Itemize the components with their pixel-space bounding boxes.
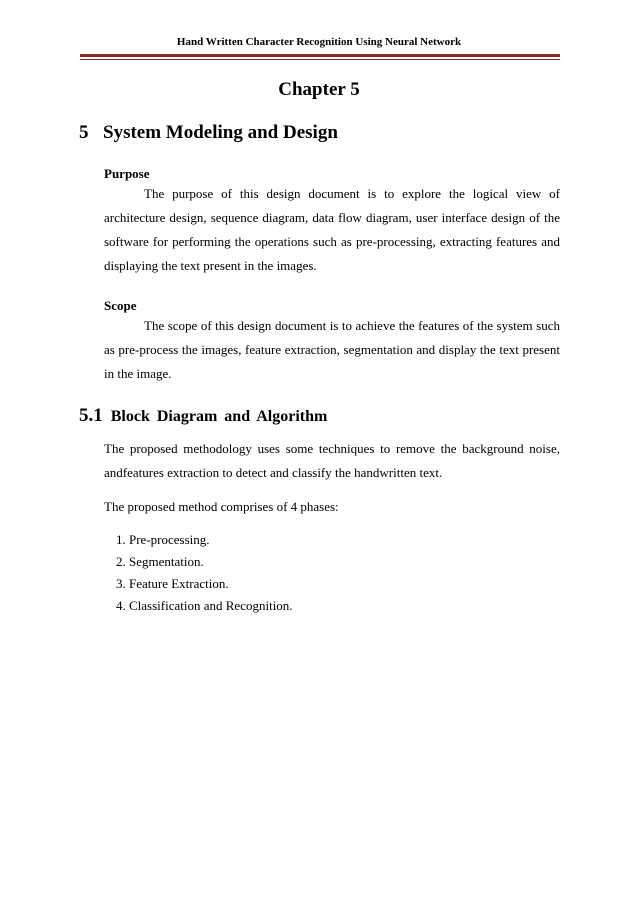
subsection-heading (79, 405, 327, 427)
section-title: System Modeling and Design (103, 122, 338, 143)
running-header: Hand Written Character Recognition Using Neural Network (176, 36, 462, 48)
header-rule (80, 54, 560, 57)
list-item: 3. Feature Extraction. (116, 576, 229, 591)
header-rule-thin (80, 59, 560, 60)
scope-heading: Scope (104, 298, 137, 313)
methodology-paragraph: The proposed methodology uses some techniques to remove the background noise, andfeatures extraction to detect and classify the handwritten text. (104, 441, 560, 480)
section-number: 5 (79, 122, 89, 143)
phase-list (116, 529, 293, 617)
chapter-title: Chapter 5 (278, 79, 360, 100)
scope-paragraph: The scope of this design document is to achieve the features of the system such as pre-process the images, feature extraction, segmentation and display the text present in the image. (104, 318, 560, 381)
list-item: 2. Segmentation. (116, 554, 204, 569)
subsection-number: 5.1 (79, 405, 103, 426)
list-item: 4. Classification and Recognition. (116, 598, 293, 613)
list-item: 1. Pre-processing. (116, 532, 210, 547)
section-heading (79, 122, 338, 144)
purpose-paragraph: The purpose of this design document is to explore the logical view of architecture design, sequence diagram, data flow diagram, user interface design of the software for performing the operations such as pre-processing, extracting features and displaying the text present in the images. (104, 186, 560, 273)
purpose-heading: Purpose (104, 166, 150, 181)
phases-intro: The proposed method comprises of 4 phases: (104, 499, 339, 514)
subsection-title: Block Diagram and Algorithm (110, 408, 328, 425)
